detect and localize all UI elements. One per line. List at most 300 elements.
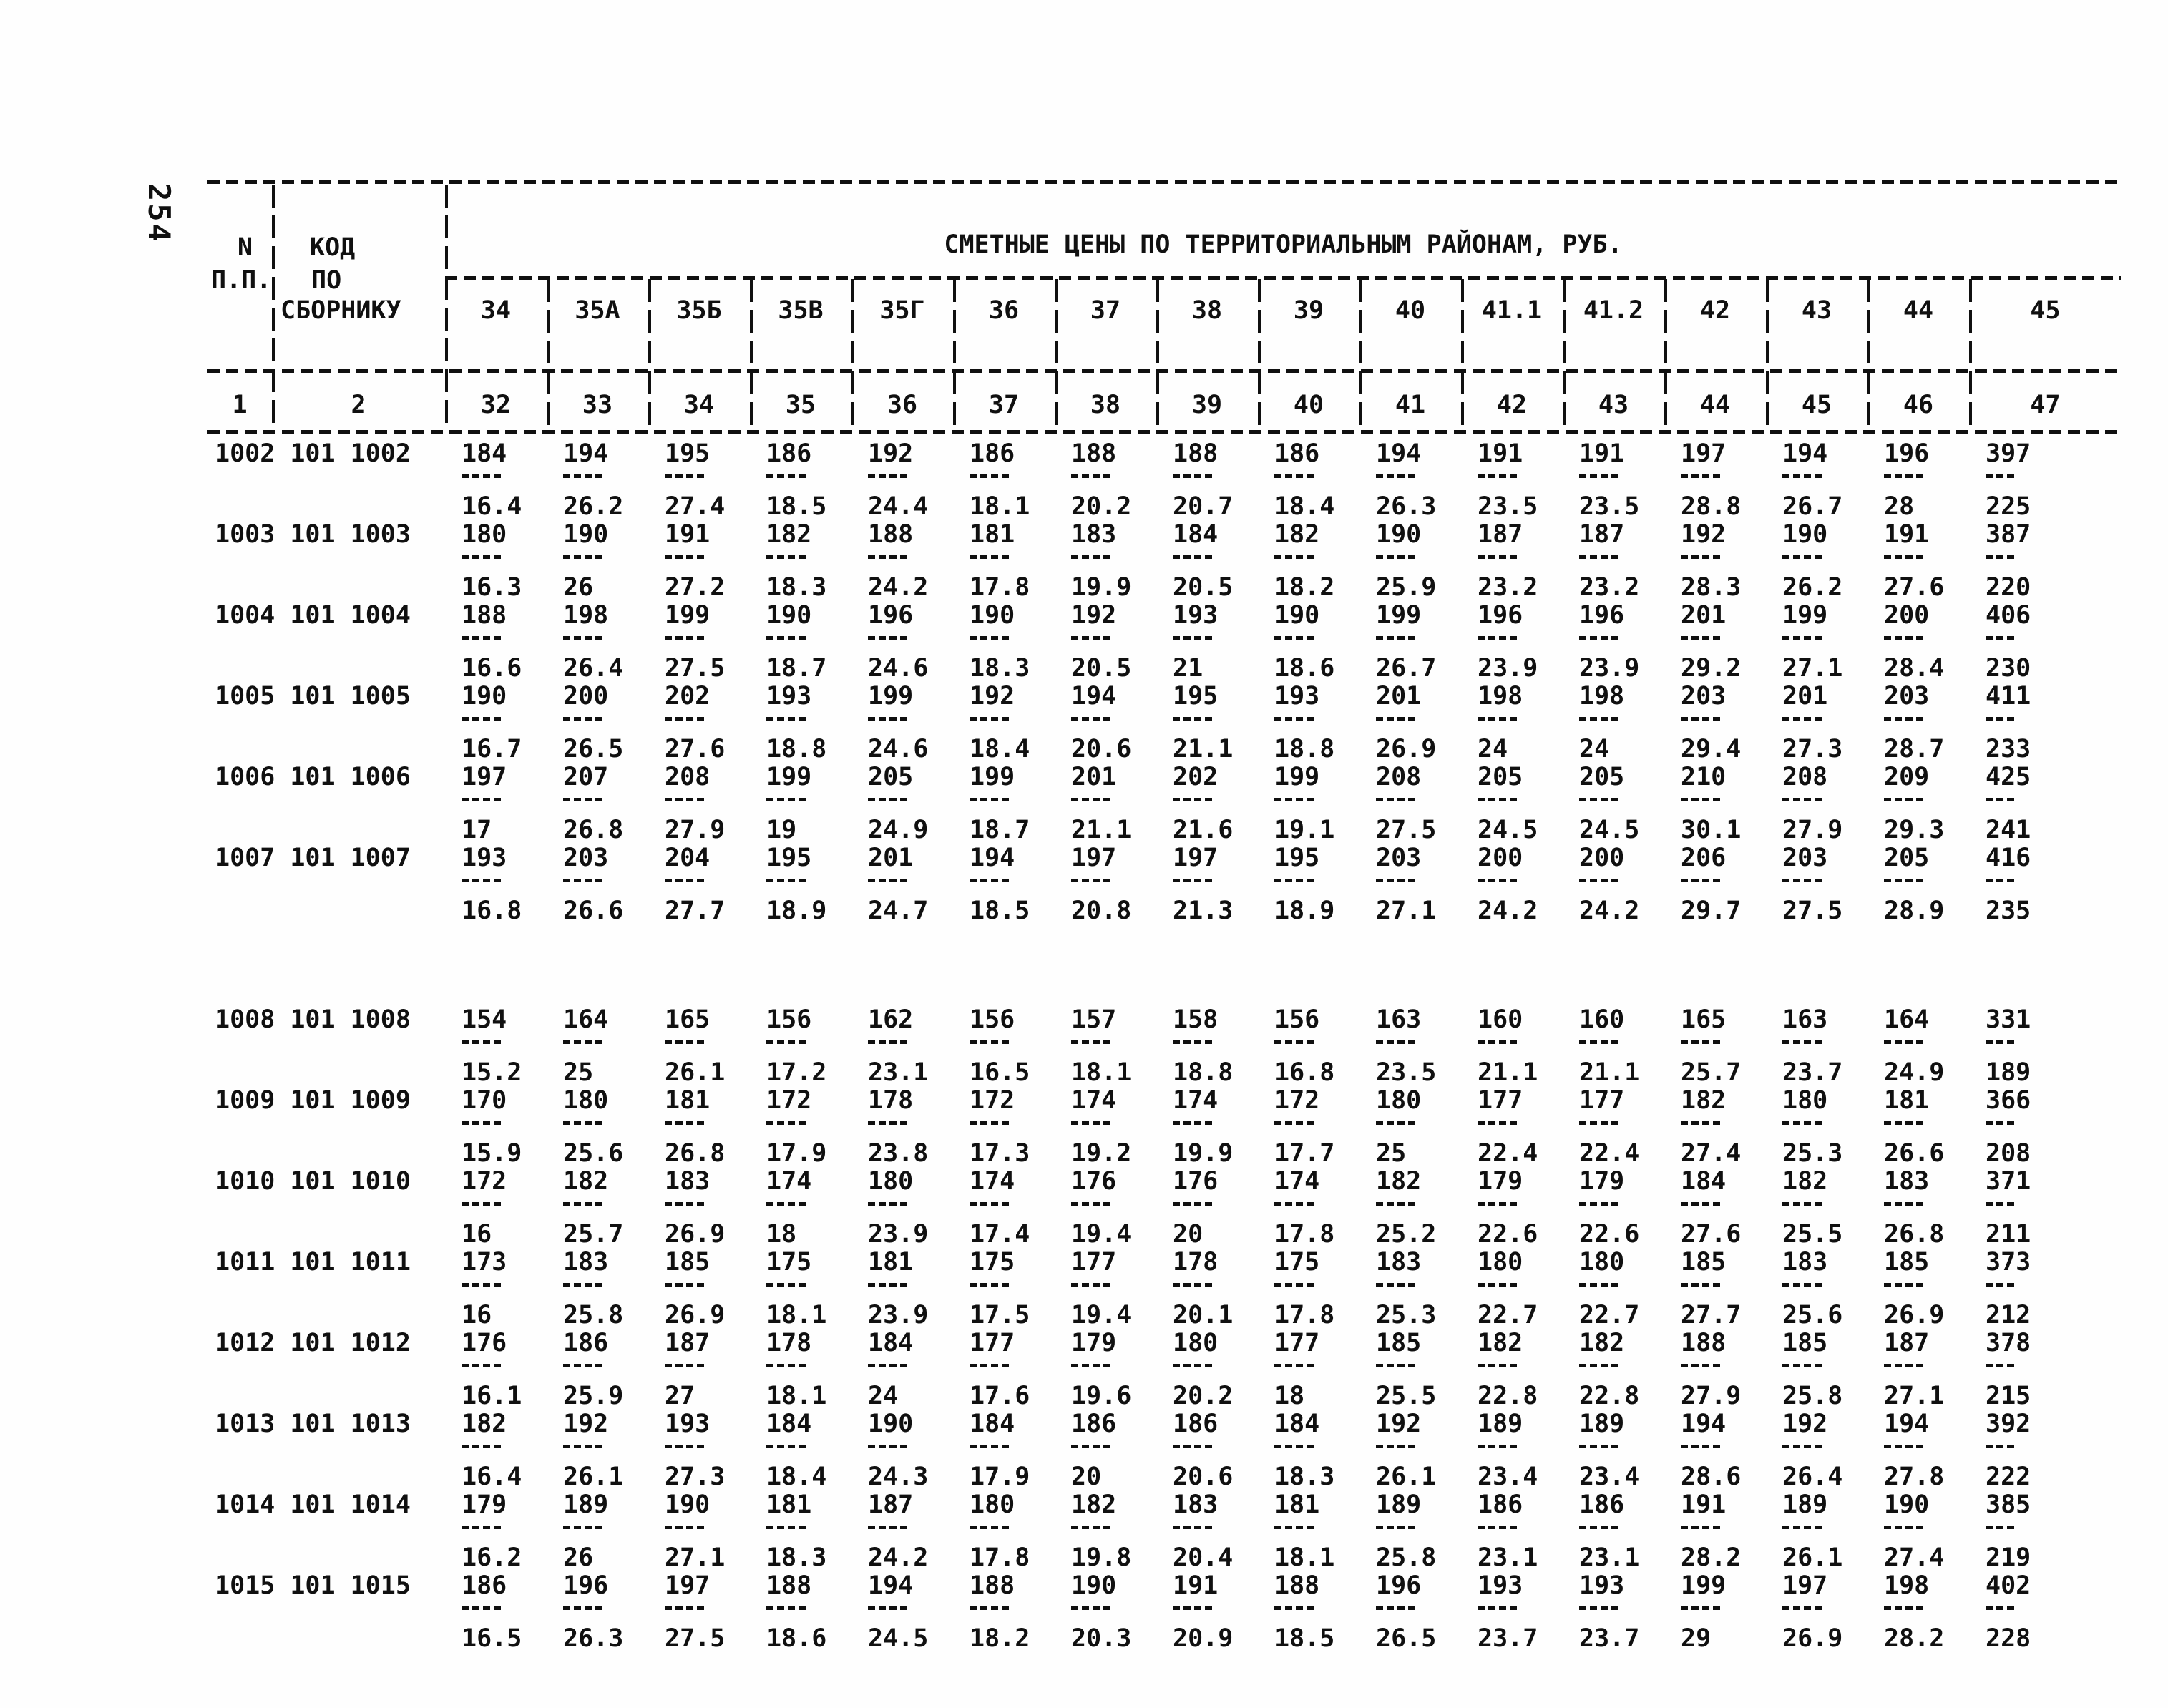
region-column-header: 42 xyxy=(1699,296,1731,325)
fraction-bar xyxy=(970,1121,1011,1125)
price-upper-value: 185 xyxy=(1681,1248,1727,1277)
price-lower-value: 24.2 xyxy=(1478,897,1538,925)
fraction-bar xyxy=(462,636,503,640)
numerator-line xyxy=(207,1491,2121,1518)
price-lower-value: 17.9 xyxy=(766,1139,827,1168)
price-upper-value: 163 xyxy=(1782,1005,1828,1034)
fraction-bar xyxy=(1681,798,1722,801)
fraction-bar xyxy=(1681,1202,1722,1206)
fraction-bar xyxy=(1274,555,1316,559)
price-upper-value: 203 xyxy=(1376,844,1422,872)
price-upper-value: 184 xyxy=(1173,520,1219,549)
fraction-bar xyxy=(1274,1283,1316,1287)
fraction-bar xyxy=(1376,879,1417,882)
price-upper-value: 182 xyxy=(563,1167,609,1196)
region-column-header: 41.2 xyxy=(1583,296,1644,325)
price-lower-value: 18.9 xyxy=(1274,897,1335,925)
price-upper-value: 202 xyxy=(665,682,711,711)
fraction-bar xyxy=(1986,636,2017,640)
price-lower-value: 19 xyxy=(766,816,797,844)
fraction-bar xyxy=(563,1283,605,1287)
price-lower-value: 18.4 xyxy=(970,735,1030,763)
price-upper-value: 186 xyxy=(1478,1490,1523,1519)
price-upper-value: 197 xyxy=(1681,439,1727,468)
fraction-bar xyxy=(868,636,909,640)
fraction-bar xyxy=(1173,555,1214,559)
fraction-bar xyxy=(665,1606,706,1610)
price-upper-value: 177 xyxy=(1478,1086,1523,1115)
fraction-bar xyxy=(868,1445,909,1448)
fraction-bar xyxy=(1478,1040,1519,1044)
price-upper-value: 175 xyxy=(766,1248,812,1277)
column-separator xyxy=(953,279,956,428)
column-index-label: 39 xyxy=(1191,391,1223,419)
denominator-line xyxy=(207,897,2121,924)
column-separator xyxy=(445,185,448,428)
price-lower-value: 20.1 xyxy=(1173,1301,1234,1329)
price-upper-value: 425 xyxy=(1986,763,2031,791)
column-index-label: 42 xyxy=(1496,391,1528,419)
price-lower-value: 26.9 xyxy=(1376,735,1437,763)
price-lower-value: 16.5 xyxy=(970,1058,1030,1087)
row-code: 1002 101 1002 xyxy=(215,439,411,468)
price-upper-value: 190 xyxy=(665,1490,711,1519)
fraction-bar xyxy=(1478,1283,1519,1287)
price-lower-value: 26.8 xyxy=(563,816,624,844)
price-upper-value: 186 xyxy=(1579,1490,1625,1519)
price-upper-value: 197 xyxy=(1071,844,1117,872)
price-lower-value: 26.9 xyxy=(665,1301,726,1329)
numerator-line xyxy=(207,1572,2121,1599)
price-lower-value: 19.2 xyxy=(1071,1139,1132,1168)
price-lower-value: 233 xyxy=(1986,735,2031,763)
fraction-bar xyxy=(462,1445,503,1448)
price-lower-value: 28.4 xyxy=(1884,654,1945,683)
price-upper-value: 184 xyxy=(970,1410,1015,1438)
price-lower-value: 23.7 xyxy=(1579,1624,1640,1653)
region-column-header: 35Б xyxy=(676,296,722,325)
price-lower-value: 28.2 xyxy=(1884,1624,1945,1653)
fraction-bar xyxy=(1478,636,1519,640)
fraction-bar xyxy=(1071,1202,1113,1206)
price-lower-value: 27.6 xyxy=(1884,573,1945,602)
price-upper-value: 411 xyxy=(1986,682,2031,711)
price-upper-value: 402 xyxy=(1986,1571,2031,1600)
fraction-bar xyxy=(1173,717,1214,721)
price-lower-value: 23.1 xyxy=(868,1058,929,1087)
fraction-bar xyxy=(1376,1445,1417,1448)
price-upper-value: 198 xyxy=(1579,682,1625,711)
price-lower-value: 23.4 xyxy=(1579,1463,1640,1491)
price-upper-value: 189 xyxy=(1478,1410,1523,1438)
fraction-bar xyxy=(1884,1445,1925,1448)
fraction-bar xyxy=(1071,879,1113,882)
table-row-block xyxy=(207,1249,2121,1329)
price-lower-value: 17.8 xyxy=(1274,1220,1335,1249)
price-lower-value: 18.3 xyxy=(970,654,1030,683)
price-upper-value: 197 xyxy=(462,763,507,791)
price-lower-value: 18.1 xyxy=(766,1382,827,1410)
price-lower-value: 18 xyxy=(1274,1382,1305,1410)
price-lower-value: 27.7 xyxy=(1681,1301,1742,1329)
fraction-bar xyxy=(1986,1445,2017,1448)
fraction-bar xyxy=(1986,879,2017,882)
price-upper-value: 184 xyxy=(1681,1167,1727,1196)
denominator-line xyxy=(207,1140,2121,1167)
region-column-header: 43 xyxy=(1801,296,1832,325)
fraction-bar xyxy=(462,1606,503,1610)
fraction-bar xyxy=(1681,1040,1722,1044)
price-lower-value: 25.8 xyxy=(563,1301,624,1329)
fraction-bar xyxy=(1274,879,1316,882)
fraction-bar xyxy=(970,474,1011,478)
price-lower-value: 16.7 xyxy=(462,735,522,763)
price-lower-value: 16 xyxy=(462,1301,492,1329)
price-lower-value: 29.3 xyxy=(1884,816,1945,844)
price-upper-value: 387 xyxy=(1986,520,2031,549)
price-upper-value: 378 xyxy=(1986,1329,2031,1357)
fraction-bar xyxy=(563,1526,605,1529)
column-index-label: 38 xyxy=(1090,391,1121,419)
row-code: 1012 101 1012 xyxy=(215,1329,411,1357)
fraction-bar xyxy=(1579,879,1621,882)
price-lower-value: 21.1 xyxy=(1579,1058,1640,1087)
price-upper-value: 201 xyxy=(868,844,914,872)
price-lower-value: 19.9 xyxy=(1071,573,1132,602)
price-upper-value: 192 xyxy=(1071,601,1117,630)
price-lower-value: 24.3 xyxy=(868,1463,929,1491)
price-upper-value: 186 xyxy=(1173,1410,1219,1438)
fraction-bar xyxy=(970,1364,1011,1367)
column-index-label: 43 xyxy=(1598,391,1629,419)
denominator-line xyxy=(207,1302,2121,1329)
denominator-line xyxy=(207,1463,2121,1490)
price-lower-value: 25.5 xyxy=(1376,1382,1437,1410)
price-lower-value: 24.9 xyxy=(1884,1058,1945,1087)
price-lower-value: 20.9 xyxy=(1173,1624,1234,1653)
numerator-line xyxy=(207,1006,2121,1033)
row-code: 1008 101 1008 xyxy=(215,1005,411,1034)
fraction-bar xyxy=(1579,1283,1621,1287)
price-lower-value: 27.5 xyxy=(1376,816,1437,844)
fraction-bar xyxy=(1173,1202,1214,1206)
empty-cell xyxy=(207,493,445,520)
price-lower-value: 212 xyxy=(1986,1301,2031,1329)
fraction-bar-line xyxy=(207,1445,2121,1449)
price-lower-value: 25.3 xyxy=(1376,1301,1437,1329)
price-lower-value: 25.6 xyxy=(563,1139,624,1168)
price-upper-value: 194 xyxy=(868,1571,914,1600)
price-upper-value: 189 xyxy=(1782,1490,1828,1519)
fraction-bar xyxy=(1579,1364,1621,1367)
price-lower-value: 15.2 xyxy=(462,1058,522,1087)
price-lower-value: 25 xyxy=(1376,1139,1407,1168)
fraction-bar xyxy=(1071,636,1113,640)
fraction-bar xyxy=(1782,717,1824,721)
price-upper-value: 190 xyxy=(1782,520,1828,549)
price-lower-value: 27.5 xyxy=(665,1624,726,1653)
column-index-label: 34 xyxy=(683,391,715,419)
price-lower-value: 25.8 xyxy=(1376,1543,1437,1572)
price-upper-value: 190 xyxy=(1884,1490,1930,1519)
price-upper-value: 385 xyxy=(1986,1490,2031,1519)
fraction-bar xyxy=(1376,717,1417,721)
price-lower-value: 26.6 xyxy=(1884,1139,1945,1168)
price-lower-value: 20.2 xyxy=(1071,492,1132,521)
price-upper-value: 182 xyxy=(462,1410,507,1438)
price-upper-value: 194 xyxy=(1884,1410,1930,1438)
fraction-bar xyxy=(563,1606,605,1610)
fraction-bar xyxy=(1173,798,1214,801)
table-title: СМЕТНЫЕ ЦЕНЫ ПО ТЕРРИТОРИАЛЬНЫМ РАЙОНАМ, РУБ. xyxy=(944,230,1623,259)
fraction-bar xyxy=(766,1283,808,1287)
fraction-bar xyxy=(1579,1606,1621,1610)
denominator-line xyxy=(207,1625,2121,1652)
price-upper-value: 182 xyxy=(1274,520,1320,549)
fraction-bar xyxy=(665,717,706,721)
price-lower-value: 26.9 xyxy=(1884,1301,1945,1329)
fraction-bar xyxy=(1274,798,1316,801)
fraction-bar-line xyxy=(207,798,2121,802)
price-upper-value: 192 xyxy=(1681,520,1727,549)
price-lower-value: 22.8 xyxy=(1478,1382,1538,1410)
fraction-bar xyxy=(1071,1121,1113,1125)
column-separator xyxy=(1969,279,1972,428)
fraction-bar xyxy=(1478,555,1519,559)
fraction-bar xyxy=(1376,474,1417,478)
fraction-bar xyxy=(1274,1040,1316,1044)
price-upper-value: 179 xyxy=(462,1490,507,1519)
price-upper-value: 373 xyxy=(1986,1248,2031,1277)
numerator-line xyxy=(207,1329,2121,1357)
price-upper-value: 164 xyxy=(1884,1005,1930,1034)
price-upper-value: 184 xyxy=(462,439,507,468)
price-lower-value: 24.6 xyxy=(868,654,929,683)
price-lower-value: 225 xyxy=(1986,492,2031,521)
price-upper-value: 196 xyxy=(868,601,914,630)
price-lower-value: 189 xyxy=(1986,1058,2031,1087)
denominator-line xyxy=(207,1544,2121,1571)
empty-cell xyxy=(207,1302,445,1329)
price-lower-value: 27.5 xyxy=(1782,897,1843,925)
price-lower-value: 19.9 xyxy=(1173,1139,1234,1168)
price-lower-value: 25.5 xyxy=(1782,1220,1843,1249)
column-separator xyxy=(272,185,275,428)
price-lower-value: 21 xyxy=(1173,654,1203,683)
column-separator xyxy=(1461,279,1464,428)
price-upper-value: 176 xyxy=(1173,1167,1219,1196)
price-upper-value: 182 xyxy=(1478,1329,1523,1357)
price-lower-value: 15.9 xyxy=(462,1139,522,1168)
price-lower-value: 24.5 xyxy=(1478,816,1538,844)
fraction-bar xyxy=(563,879,605,882)
price-lower-value: 19.4 xyxy=(1071,1301,1132,1329)
price-upper-value: 183 xyxy=(1173,1490,1219,1519)
fraction-bar xyxy=(868,1040,909,1044)
price-lower-value: 25.2 xyxy=(1376,1220,1437,1249)
price-lower-value: 25 xyxy=(563,1058,594,1087)
col-header-pp: П.П. xyxy=(211,266,272,295)
column-index-label: 44 xyxy=(1699,391,1731,419)
fraction-bar xyxy=(1681,474,1722,478)
price-lower-value: 18.5 xyxy=(1274,1624,1335,1653)
fraction-bar xyxy=(970,636,1011,640)
fraction-bar xyxy=(1274,636,1316,640)
price-lower-value: 18.9 xyxy=(766,897,827,925)
fraction-bar xyxy=(970,1040,1011,1044)
price-upper-value: 192 xyxy=(1782,1410,1828,1438)
numerator-line xyxy=(207,1168,2121,1195)
fraction-bar xyxy=(563,1202,605,1206)
price-lower-value: 18.7 xyxy=(766,654,827,683)
region-column-header: 35В xyxy=(778,296,824,325)
price-upper-value: 191 xyxy=(1681,1490,1727,1519)
price-lower-value: 24.6 xyxy=(868,735,929,763)
price-lower-value: 25.7 xyxy=(1681,1058,1742,1087)
price-lower-value: 18.3 xyxy=(766,573,827,602)
fraction-bar xyxy=(1071,1606,1113,1610)
price-upper-value: 181 xyxy=(766,1490,812,1519)
fraction-bar xyxy=(1986,1606,2017,1610)
empty-cell xyxy=(207,897,445,924)
price-lower-value: 19.6 xyxy=(1071,1382,1132,1410)
price-upper-value: 371 xyxy=(1986,1167,2031,1196)
empty-cell xyxy=(207,1463,445,1490)
fraction-bar xyxy=(1173,1040,1214,1044)
price-upper-value: 189 xyxy=(563,1490,609,1519)
price-upper-value: 196 xyxy=(1478,601,1523,630)
price-upper-value: 416 xyxy=(1986,844,2031,872)
fraction-bar xyxy=(1884,1121,1925,1125)
column-separator xyxy=(1156,279,1159,428)
region-column-header: 38 xyxy=(1191,296,1223,325)
price-upper-value: 190 xyxy=(766,601,812,630)
price-lower-value: 20.5 xyxy=(1173,573,1234,602)
fraction-bar xyxy=(1478,1445,1519,1448)
price-upper-value: 193 xyxy=(1478,1571,1523,1600)
column-index-label: 1 xyxy=(232,391,248,419)
price-lower-value: 22.7 xyxy=(1478,1301,1538,1329)
price-lower-value: 26.3 xyxy=(563,1624,624,1653)
fraction-bar xyxy=(970,717,1011,721)
price-upper-value: 183 xyxy=(1376,1248,1422,1277)
price-lower-value: 18.4 xyxy=(766,1463,827,1491)
column-separator xyxy=(1867,279,1870,428)
fraction-bar xyxy=(766,1121,808,1125)
fraction-bar xyxy=(766,1526,808,1529)
col-header-po: ПО xyxy=(311,266,342,295)
fraction-bar xyxy=(665,1445,706,1448)
fraction-bar xyxy=(1681,879,1722,882)
price-upper-value: 190 xyxy=(1274,601,1320,630)
fraction-bar xyxy=(868,1364,909,1367)
price-lower-value: 17.7 xyxy=(1274,1139,1335,1168)
price-upper-value: 177 xyxy=(1071,1248,1117,1277)
fraction-bar xyxy=(1071,1526,1113,1529)
row-code: 1014 101 1014 xyxy=(215,1490,411,1519)
numerator-line xyxy=(207,1410,2121,1438)
row-code: 1003 101 1003 xyxy=(215,520,411,549)
region-column-header: 36 xyxy=(988,296,1020,325)
price-lower-value: 23.7 xyxy=(1782,1058,1843,1087)
price-upper-value: 186 xyxy=(1071,1410,1117,1438)
fraction-bar xyxy=(1884,1606,1925,1610)
price-upper-value: 191 xyxy=(1579,439,1625,468)
price-lower-value: 27.8 xyxy=(1884,1463,1945,1491)
fraction-bar xyxy=(462,1364,503,1367)
price-upper-value: 193 xyxy=(1173,601,1219,630)
price-upper-value: 193 xyxy=(462,844,507,872)
column-separator xyxy=(648,279,651,428)
price-upper-value: 186 xyxy=(1274,439,1320,468)
fraction-bar xyxy=(1376,636,1417,640)
fraction-bar xyxy=(1274,1445,1316,1448)
denominator-line xyxy=(207,574,2121,601)
price-lower-value: 21.1 xyxy=(1478,1058,1538,1087)
numerator-line xyxy=(207,683,2121,710)
price-lower-value: 26.8 xyxy=(665,1139,726,1168)
fraction-bar xyxy=(563,798,605,801)
column-index-label: 37 xyxy=(988,391,1020,419)
price-upper-value: 186 xyxy=(462,1571,507,1600)
fraction-bar xyxy=(868,1606,909,1610)
denominator-line xyxy=(207,736,2121,763)
price-lower-value: 23.4 xyxy=(1478,1463,1538,1491)
row-code: 1007 101 1007 xyxy=(215,844,411,872)
table-row-block xyxy=(207,1491,2121,1572)
price-lower-value: 18.2 xyxy=(1274,573,1335,602)
page-number: 254 xyxy=(142,183,177,244)
price-lower-value: 26.1 xyxy=(665,1058,726,1087)
price-lower-value: 18.1 xyxy=(766,1301,827,1329)
fraction-bar xyxy=(665,474,706,478)
region-column-header: 35А xyxy=(575,296,620,325)
col-header-n: N xyxy=(238,233,253,262)
price-upper-value: 199 xyxy=(970,763,1015,791)
table-row-block xyxy=(207,763,2121,844)
price-upper-value: 180 xyxy=(563,1086,609,1115)
price-upper-value: 188 xyxy=(1681,1329,1727,1357)
fraction-bar xyxy=(462,1040,503,1044)
fraction-bar xyxy=(462,555,503,559)
fraction-bar xyxy=(1681,1283,1722,1287)
fraction-bar xyxy=(1986,1121,2017,1125)
fraction-bar-line xyxy=(207,879,2121,883)
fraction-bar xyxy=(1681,1526,1722,1529)
price-lower-value: 26.1 xyxy=(1376,1463,1437,1491)
price-upper-value: 203 xyxy=(563,844,609,872)
fraction-bar xyxy=(665,1364,706,1367)
fraction-bar xyxy=(970,1606,1011,1610)
denominator-line xyxy=(207,1221,2121,1248)
price-lower-value: 23.9 xyxy=(868,1220,929,1249)
numerator-line xyxy=(207,844,2121,872)
price-lower-value: 18.5 xyxy=(766,492,827,521)
price-lower-value: 23.2 xyxy=(1478,573,1538,602)
price-upper-value: 194 xyxy=(1071,682,1117,711)
price-upper-value: 156 xyxy=(970,1005,1015,1034)
price-lower-value: 17.4 xyxy=(970,1220,1030,1249)
price-lower-value: 21.1 xyxy=(1173,735,1234,763)
header-separator-rule xyxy=(207,369,2121,373)
price-upper-value: 181 xyxy=(970,520,1015,549)
table-row-block xyxy=(207,1168,2121,1249)
fraction-bar xyxy=(1071,1445,1113,1448)
price-lower-value: 18.8 xyxy=(1274,735,1335,763)
price-lower-value: 26.5 xyxy=(563,735,624,763)
fraction-bar xyxy=(1986,555,2017,559)
price-lower-value: 27.1 xyxy=(1782,654,1843,683)
